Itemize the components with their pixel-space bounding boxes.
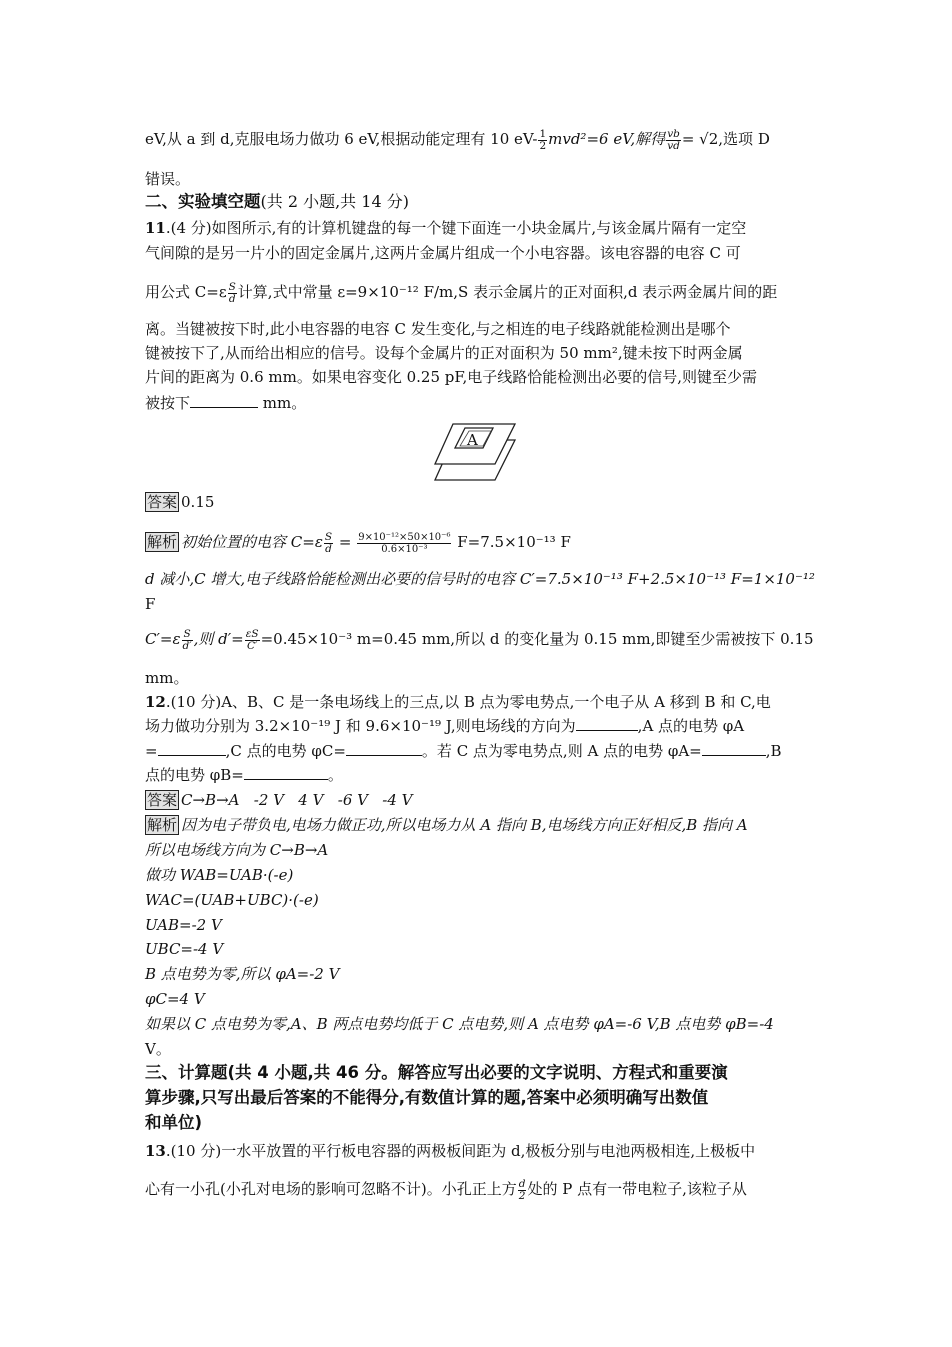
numerator: εS — [245, 627, 259, 640]
text-run: F=7.5×10⁻¹³ F — [457, 533, 571, 551]
answer-blank[interactable] — [158, 741, 226, 756]
text-run: ,则 d′= — [193, 630, 244, 648]
analysis-line — [145, 814, 748, 836]
text-run: 被按下 — [145, 394, 191, 412]
numerator: 9×10⁻¹²×50×10⁻⁶ — [358, 531, 451, 543]
analysis-line: 解析 初始位置的电容 C=ε $\frac{S}{d}$ = $\frac{\text{9×10⁻¹²×50×10⁻⁶}}{\text{0.6×10⁻³}}$ F=7.5×10⁻¹³ F — [147, 530, 571, 555]
fraction — [518, 1179, 527, 1202]
question-line — [145, 764, 343, 786]
question-number: 13 — [145, 1142, 166, 1160]
section-heading — [145, 191, 409, 213]
question-line — [145, 217, 746, 239]
answer-blank[interactable] — [346, 741, 422, 756]
question-line — [145, 715, 744, 737]
fraction — [357, 532, 451, 555]
numerator: S — [228, 280, 236, 293]
fraction — [245, 629, 260, 652]
text-run: .(10 分)一水平放置的平行板电容器的两极板间距为 d,极板分别与电池两极相连,上极板中 — [165, 1142, 756, 1160]
analysis-line — [145, 628, 814, 652]
text-run: =0.45×10⁻³ m=0.45 mm,所以 d 的变化量为 0.15 mm,即键至少需被按下 0.15 — [260, 630, 814, 648]
text-run: eV,从 a 到 d,克服电场力做功 6 eV,根据动能定理有 10 eV- — [145, 130, 538, 148]
analysis-line: WAC=(UAB+UBC)·(-e) — [145, 891, 319, 909]
text-run: .(10 分)A、B、C 是一条电场线上的三点,以 B 点为零电势点,一个电子从 A 移到 B 和 C,电 — [165, 693, 771, 711]
fraction — [538, 129, 547, 152]
fraction — [228, 282, 237, 305]
text-run: 点的电势 φB= — [145, 766, 244, 784]
text-run: C′=ε — [145, 630, 181, 648]
question-line — [145, 281, 777, 305]
text-run: 处的 P 点有一带电粒子,该粒子从 — [527, 1180, 747, 1198]
text-run: mvd²=6 eV,解得 — [548, 130, 666, 148]
question-line — [145, 392, 306, 414]
text-run: mm。 — [258, 394, 307, 412]
analysis-tag: 解析 — [147, 816, 178, 834]
section-heading: 和单位) — [145, 1113, 203, 1132]
fraction — [666, 129, 681, 152]
numerator: vb — [667, 127, 680, 140]
text-run: 因为电子带负电,电场力做正功,所以电场力从 A 指向 B,电场线方向正好相反,B 指向 A — [181, 816, 748, 834]
text-run: 。 — [327, 766, 343, 784]
analysis-line: d 减小,C 增大,电子线路恰能检测出必要的信号时的电容 C′=7.5×10⁻¹³ F+2.5×10⁻¹³ F=1×10⁻¹² — [145, 570, 815, 588]
text-run: = √2,选项 D — [681, 130, 770, 148]
text-run: ,A 点的电势 φA — [637, 717, 745, 735]
text-run: ,C 点的电势 φC= — [225, 742, 346, 760]
analysis-line: 做功 WAB=UAB·(-e) — [145, 866, 294, 884]
section-title: 二、实验填空题 — [145, 192, 261, 211]
analysis-tag: 解析 — [147, 533, 178, 551]
text-run: 用公式 C=ε — [145, 283, 227, 301]
analysis-line: mm。 — [145, 669, 189, 687]
question-line — [145, 1178, 747, 1202]
answer-value: C→B→A -2 V 4 V -6 V -4 V — [181, 791, 413, 809]
denominator: 2 — [539, 139, 547, 152]
denominator: d — [325, 542, 332, 555]
text-run: 场力做功分别为 3.2×10⁻¹⁹ J 和 9.6×10⁻¹⁹ J,则电场线的方向为 — [145, 717, 576, 735]
section-heading: 算步骤,只写出最后答案的不能得分,有数值计算的题,答案中必须明确写出数值 — [145, 1088, 709, 1107]
question-line — [145, 691, 771, 713]
key-letter: A — [467, 431, 478, 449]
question-line: 气间隙的是另一片小的固定金属片,这两片金属片组成一个小电容器。该电容器的电容 C 可 — [145, 244, 741, 262]
keyboard-key-figure — [433, 418, 523, 488]
answer-blank[interactable] — [190, 393, 258, 408]
numerator: S — [324, 530, 333, 543]
analysis-line: UAB=-2 V — [145, 916, 222, 934]
answer-line — [145, 491, 214, 513]
question-line: 键被按下了,从而给出相应的信号。设每个金属片的正对面积为 50 mm²,键未按下时两金属 — [145, 344, 743, 362]
denominator: C′ — [246, 639, 258, 652]
question-number: 12 — [145, 693, 166, 711]
fraction — [182, 629, 193, 652]
denominator: d′ — [182, 639, 192, 652]
fraction — [324, 532, 333, 555]
denominator: 0.6×10⁻³ — [381, 543, 428, 555]
analysis-line: UBC=-4 V — [145, 940, 224, 958]
question-line — [145, 740, 782, 762]
answer-blank[interactable] — [576, 716, 638, 731]
question-number: 11 — [145, 219, 166, 237]
question-line — [145, 1140, 755, 1162]
text-run: 初始位置的电容 C=ε — [181, 533, 323, 551]
analysis-line: B 点电势为零,所以 φA=-2 V — [145, 965, 340, 983]
answer-blank[interactable] — [244, 765, 328, 780]
answer-value: 0.15 — [181, 493, 215, 511]
denominator: vd — [667, 139, 680, 152]
denominator: d — [228, 292, 236, 305]
numerator: 1 — [539, 127, 547, 140]
denominator: 2 — [518, 1189, 526, 1202]
numerator: d — [518, 1177, 526, 1190]
prev-solution-line: 错误。 — [145, 170, 191, 188]
question-line: 片间的距离为 0.6 mm。如果电容变化 0.25 pF,电子线路恰能检测出必要的信号,则键至少需 — [145, 368, 757, 386]
text-run: ,B — [765, 742, 782, 760]
analysis-line: 所以电场线方向为 C→B→A — [145, 841, 329, 859]
analysis-line: F — [145, 595, 156, 613]
text-run: 心有一小孔(小孔对电场的影响可忽略不计)。小孔正上方 — [145, 1180, 517, 1198]
text-run: = — [145, 742, 158, 760]
numerator: S — [183, 627, 191, 640]
question-line: 离。当键被按下时,此小电容器的电容 C 发生变化,与之相连的电子线路就能检测出是哪个 — [145, 320, 731, 338]
analysis-line: φC=4 V — [145, 990, 205, 1008]
prev-solution-line — [145, 128, 770, 152]
answer-tag: 答案 — [147, 493, 178, 511]
text-run: 计算,式中常量 ε=9×10⁻¹² F/m,S 表示金属片的正对面积,d 表示两金属片间的距 — [237, 283, 778, 301]
answer-blank[interactable] — [702, 741, 766, 756]
answer-tag: 答案 — [147, 791, 178, 809]
analysis-line: 如果以 C 点电势为零,A、B 两点电势均低于 C 点电势,则 A 点电势 φA=-6 V,B 点电势 φB=-4 — [145, 1015, 774, 1033]
text-run: 。若 C 点为零电势点,则 A 点的电势 φA= — [421, 742, 702, 760]
analysis-line: V。 — [145, 1040, 171, 1058]
text-run: .(4 分)如图所示,有的计算机键盘的每一个键下面连一小块金属片,与该金属片隔有一定空 — [165, 219, 747, 237]
section-subtitle: (共 2 小题,共 14 分) — [260, 192, 409, 211]
answer-line — [145, 789, 412, 811]
section-heading: 三、计算题(共 4 小题,共 46 分。解答应写出必要的文字说明、方程式和重要演 — [145, 1063, 728, 1082]
